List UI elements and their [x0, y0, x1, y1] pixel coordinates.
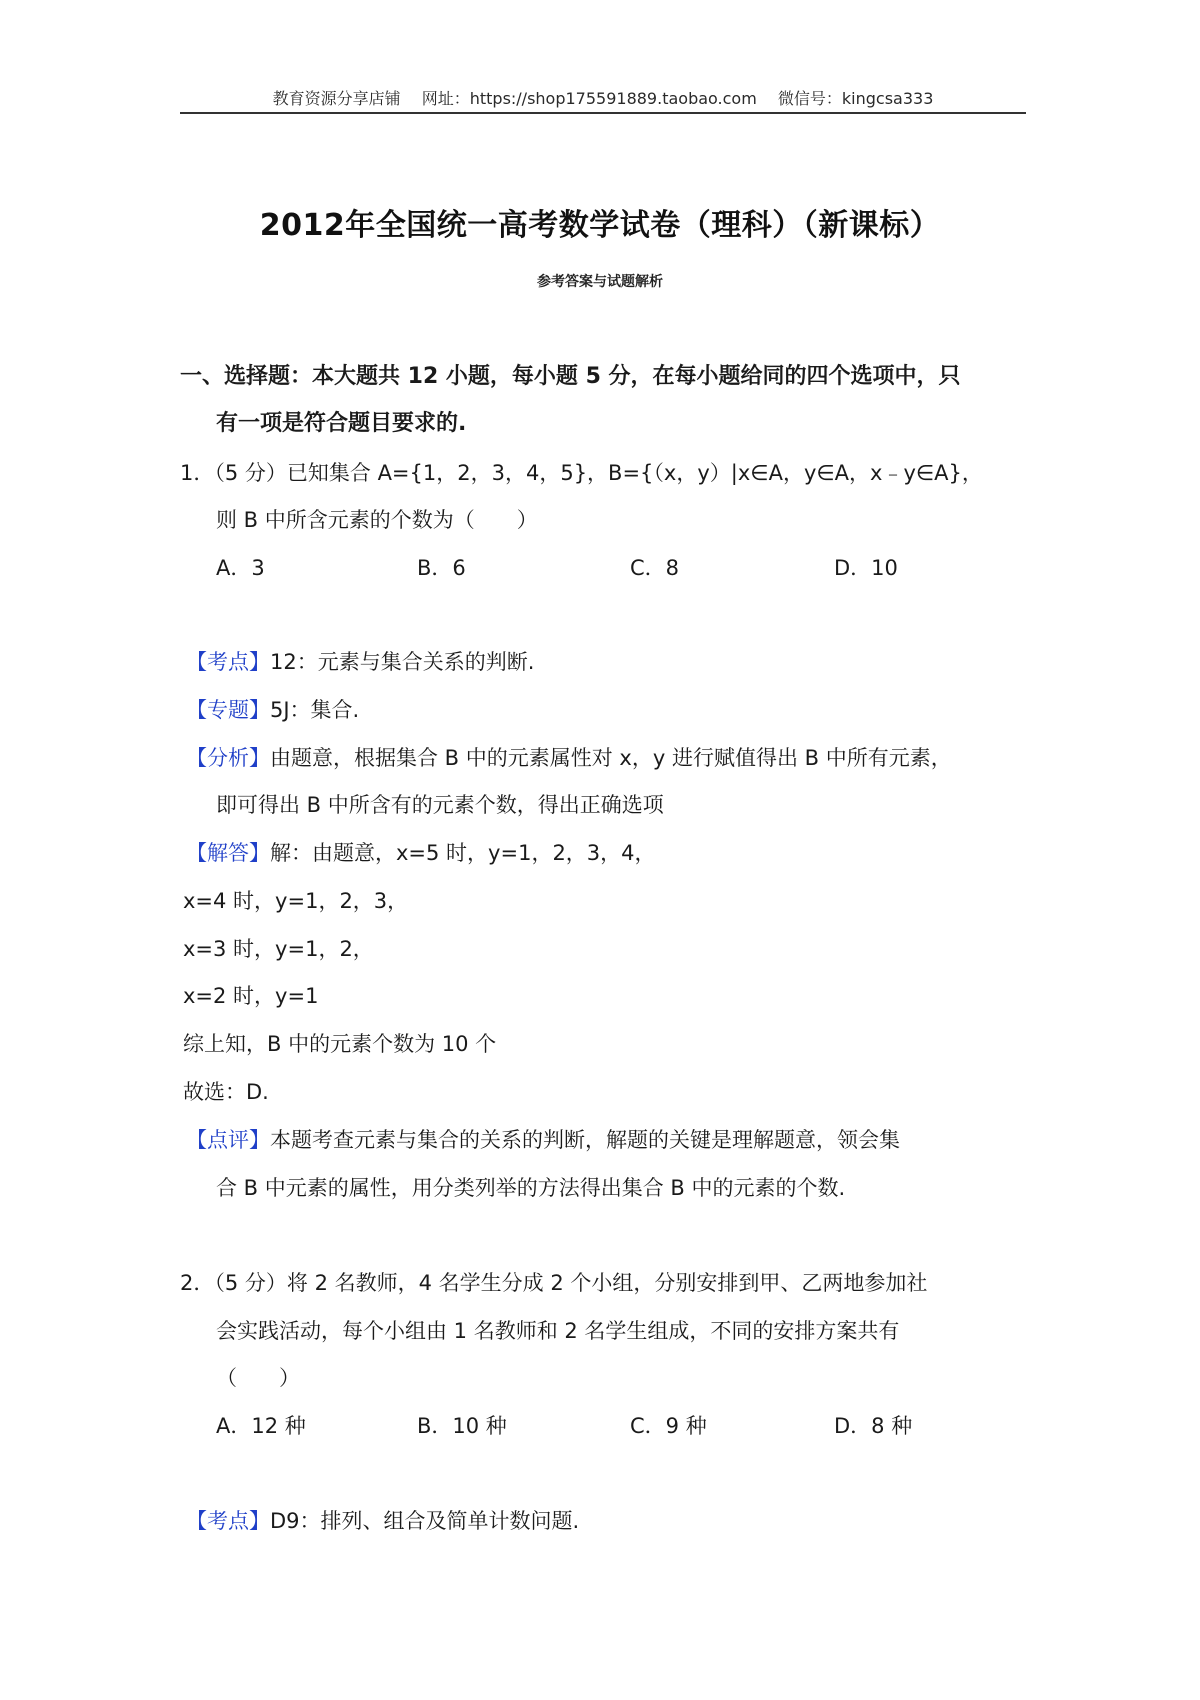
jieda-text: 解：由题意，x=5 时，y=1，2，3，4，	[270, 841, 656, 865]
header-site: 网址：https://shop175591889.taobao.com	[421, 89, 757, 108]
fenxi-text: 由题意，根据集合 B 中的元素属性对 x，y 进行赋值得出 B 中所有元素，	[270, 746, 952, 770]
header-shop: 教育资源分享店铺	[272, 89, 401, 108]
q1-stem-line1: 1．（5 分）已知集合 A={1，2，3，4，5}，B={（x，y）|x∈A，y∈A，x﹣y∈A}，	[180, 461, 983, 485]
page-header	[180, 86, 1026, 109]
document-subtitle: 参考答案与试题解析	[537, 274, 663, 290]
q2-stem-line3: （ ）	[216, 1366, 300, 1390]
q2-option-b: B．10 种	[417, 1414, 507, 1438]
zhuanti-tag: 【专题】	[186, 698, 270, 722]
dianping-text: 本题考查元素与集合的关系的判断，解题的关键是理解题意，领会集	[270, 1128, 900, 1152]
q1-step-1: x=4 时，y=1，2，3，	[183, 889, 409, 913]
section-heading-line1: 一、选择题：本大题共 12 小题，每小题 5 分，在每小题给同的四个选项中，只	[180, 364, 961, 389]
q1-step-3: x=2 时，y=1	[183, 984, 319, 1008]
q1-dianping	[186, 1125, 900, 1155]
q2-stem-line1: 2．（5 分）将 2 名教师，4 名学生分成 2 个小组，分别安排到甲、乙两地参加社	[180, 1271, 928, 1295]
jieda-tag: 【解答】	[186, 841, 270, 865]
q1-option-b: B．6	[417, 556, 466, 580]
q1-step-4: 综上知，B 中的元素个数为 10 个	[183, 1032, 497, 1056]
q1-dianping-line2: 合 B 中元素的属性，用分类列举的方法得出集合 B 中的元素的个数.	[216, 1176, 846, 1200]
q1-fenxi	[186, 743, 952, 773]
q1-jieda	[186, 838, 656, 868]
header-rule	[180, 112, 1026, 114]
q2-option-d: D．8 种	[834, 1414, 913, 1438]
kaodian-tag: 【考点】	[186, 650, 270, 674]
kaodian-text: D9：排列、组合及简单计数问题.	[270, 1509, 580, 1533]
q2-kaodian	[186, 1506, 579, 1536]
q1-option-d: D．10	[834, 556, 898, 580]
q2-option-a: A．12 种	[216, 1414, 306, 1438]
q1-step-2: x=3 时，y=1，2，	[183, 937, 374, 961]
q1-option-a: A．3	[216, 556, 265, 580]
section-heading-line2: 有一项是符合题目要求的.	[216, 411, 467, 436]
q1-step-5: 故选：D.	[183, 1080, 269, 1104]
fenxi-tag: 【分析】	[186, 746, 270, 770]
q1-zhuanti	[186, 695, 359, 725]
q2-option-c: C．9 种	[630, 1414, 707, 1438]
q2-stem-line2: 会实践活动，每个小组由 1 名教师和 2 名学生组成，不同的安排方案共有	[216, 1319, 900, 1343]
q1-kaodian	[186, 647, 534, 677]
header-wechat: 微信号：kingcsa333	[777, 89, 934, 108]
kaodian-tag: 【考点】	[186, 1509, 270, 1533]
document-title: 2012年全国统一高考数学试卷（理科）（新课标）	[259, 208, 941, 243]
dianping-tag: 【点评】	[186, 1128, 270, 1152]
zhuanti-text: 5J：集合.	[270, 698, 360, 722]
kaodian-text: 12：元素与集合关系的判断.	[270, 650, 535, 674]
q1-fenxi-line2: 即可得出 B 中所含有的元素个数，得出正确选项	[216, 793, 664, 817]
q1-option-c: C．8	[630, 556, 680, 580]
q1-stem-line2: 则 B 中所含元素的个数为（ ）	[216, 508, 538, 532]
